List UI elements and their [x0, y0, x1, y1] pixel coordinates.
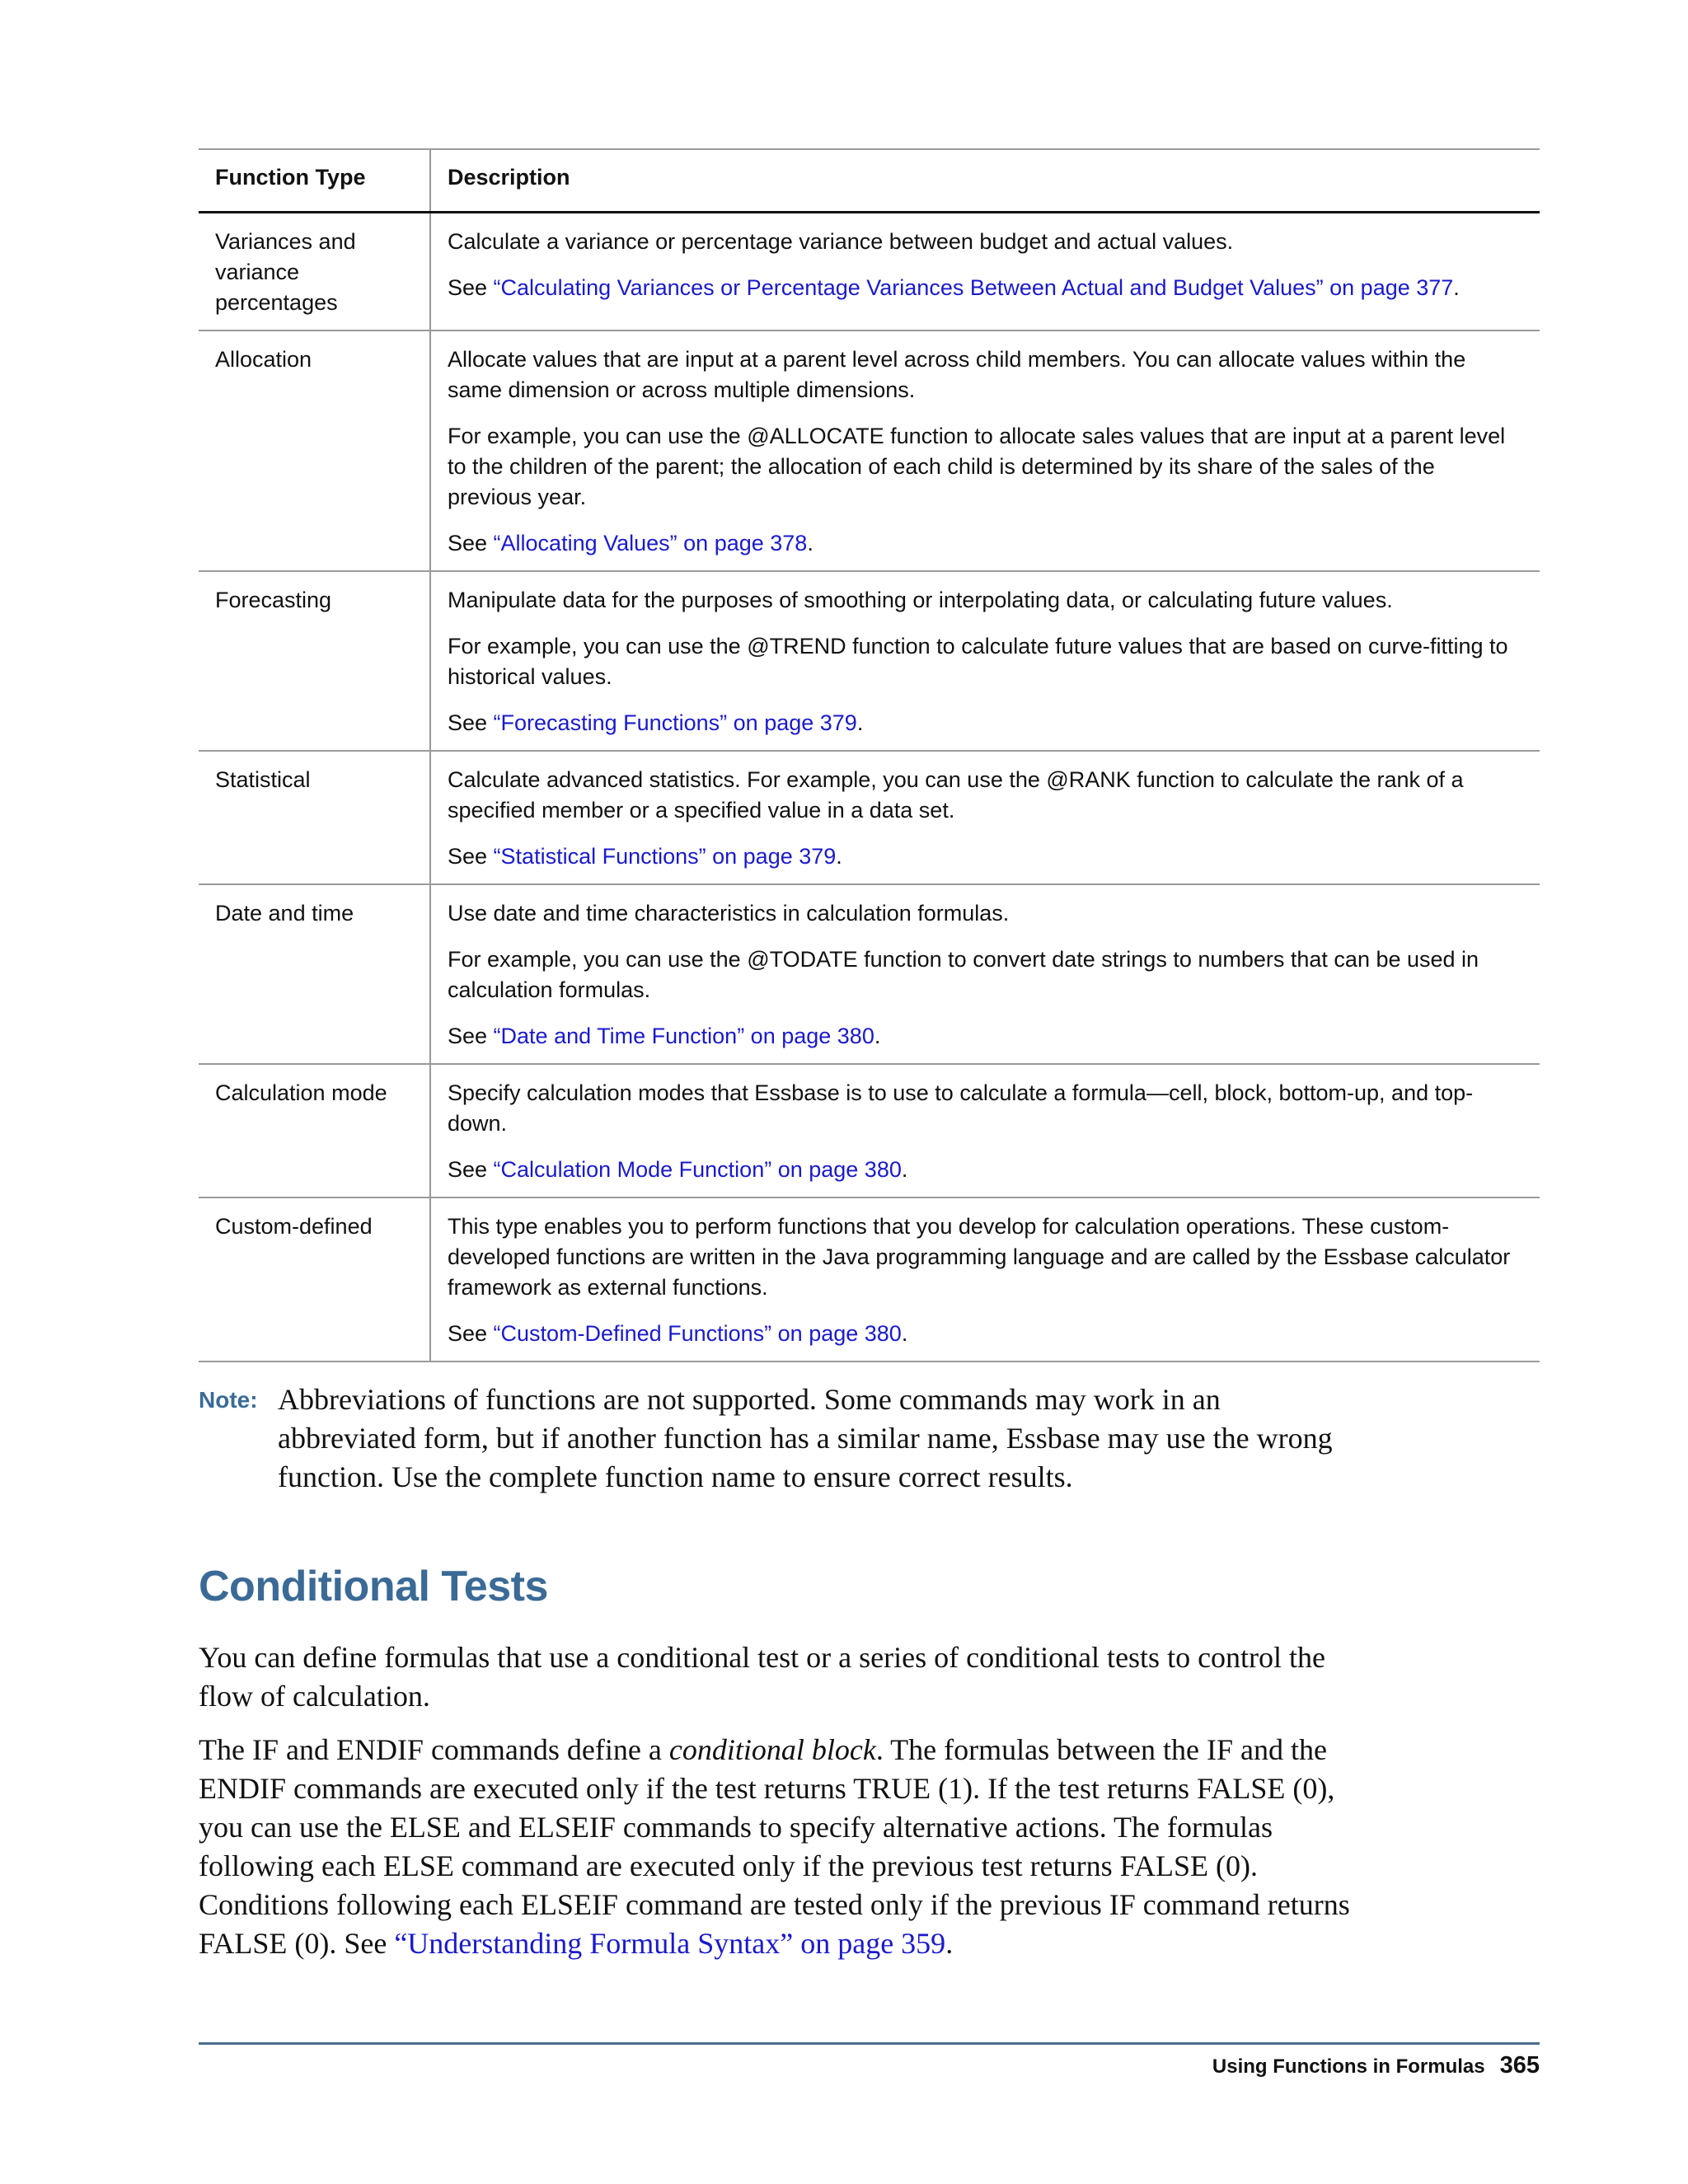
- function-types-table: [199, 148, 1540, 1362]
- note-label: Note:: [199, 1387, 258, 1413]
- column-header-description: Description: [430, 149, 1540, 213]
- table-row: [199, 751, 1540, 884]
- description-cell: [430, 1064, 1540, 1197]
- cross-reference-link[interactable]: “Calculating Variances or Percentage Variances Between Actual and Budget Values” on page 377: [493, 275, 1454, 300]
- see-prefix: See: [448, 1157, 494, 1182]
- function-type-cell: Custom-defined: [215, 1214, 373, 1239]
- body-paragraph: [199, 1731, 1353, 1963]
- see-suffix: .: [901, 1321, 908, 1346]
- description-cell: [430, 571, 1540, 751]
- function-type-cell: Forecasting: [215, 588, 332, 612]
- description-paragraph: Manipulate data for the purposes of smoothing or interpolating data, or calculating future values.: [448, 588, 1393, 612]
- see-prefix: See: [448, 275, 494, 300]
- table-row: [199, 884, 1540, 1064]
- see-suffix: .: [874, 1024, 881, 1048]
- description-paragraph: Calculate advanced statistics. For example, you can use the @RANK function to calculate the rank of a specified member or a specified value in a data set.: [448, 767, 1464, 823]
- table-header-row: [199, 149, 1540, 213]
- description-paragraph: Calculate a variance or percentage variance between budget and actual values.: [448, 229, 1234, 254]
- see-also-line: [448, 528, 1523, 559]
- see-suffix: .: [1453, 275, 1460, 300]
- see-suffix: .: [856, 710, 864, 735]
- see-also-line: [448, 1155, 1523, 1185]
- see-also-line: [448, 841, 1523, 872]
- see-prefix: See: [448, 710, 494, 735]
- description-paragraph: Use date and time characteristics in calculation formulas.: [448, 901, 1010, 926]
- function-type-cell: Allocation: [215, 347, 312, 372]
- see-prefix: See: [448, 1024, 494, 1048]
- function-type-cell: Date and time: [215, 901, 354, 926]
- emphasis-text: conditional block: [668, 1733, 876, 1766]
- see-also-line: [448, 1319, 1523, 1349]
- function-type-cell: Variances and variance percentages: [215, 229, 356, 315]
- cross-reference-link[interactable]: “Allocating Values” on page 378: [493, 531, 808, 555]
- description-paragraph: This type enables you to perform functions that you develop for calculation operations. These custom-developed functions are written in the Java programming language and are called by the Essbase calculator framework as external functions.: [448, 1214, 1511, 1300]
- see-suffix: .: [901, 1157, 908, 1182]
- note-text: Abbreviations of functions are not supported. Some commands may work in an abbreviated form, but if another function has a similar name, Essbase may use the wrong function. Use the complete function name to ensure correct results.: [278, 1383, 1333, 1493]
- see-also-line: [448, 273, 1523, 303]
- description-paragraph: For example, you can use the @TREND function to calculate future values that are based on curve-fitting to historical values.: [448, 634, 1508, 689]
- cross-reference-link[interactable]: “Calculation Mode Function” on page 380: [493, 1157, 902, 1182]
- see-suffix: .: [836, 844, 842, 869]
- description-cell: [430, 1197, 1540, 1361]
- description-cell: [430, 751, 1540, 884]
- description-cell: [430, 330, 1540, 571]
- description-paragraph: Allocate values that are input at a parent level across child members. You can allocate values within the same dimension or across multiple dimensions.: [448, 347, 1466, 402]
- cross-reference-link[interactable]: “Forecasting Functions” on page 379: [493, 710, 857, 735]
- paragraph-text: . The formulas between the IF and the ENDIF commands are executed only if the test returns TRUE (1). If the test returns FALSE (0), you can use the ELSE and ELSEIF commands to specify alternative actions. The formulas following each ELSE command are executed only if the previous test returns FALSE (0). Conditions following each ELSEIF command are tested only if the previous IF command returns FALSE (0). See: [199, 1733, 1350, 1960]
- note-block: [199, 1380, 1353, 1497]
- description-paragraph: Specify calculation modes that Essbase is to use to calculate a formula—cell, block, bottom-up, and top-down.: [448, 1080, 1474, 1136]
- table-row: [199, 330, 1540, 571]
- paragraph-text: The IF and ENDIF commands define a: [199, 1733, 669, 1766]
- paragraph-text: .: [945, 1927, 954, 1960]
- footer-rule: [199, 2042, 1540, 2045]
- body-paragraph: You can define formulas that use a conditional test or a series of conditional tests to control the flow of calculation.: [199, 1641, 1326, 1713]
- table-row: [199, 213, 1540, 331]
- see-also-line: [448, 1021, 1523, 1052]
- table-body: [199, 213, 1540, 1362]
- table-row: [199, 1064, 1540, 1197]
- description-paragraph: For example, you can use the @TODATE function to convert date strings to numbers that can be used in calculation formulas.: [448, 947, 1479, 1002]
- page-footer: [1212, 2052, 1540, 2079]
- page-number: 365: [1499, 2052, 1540, 2079]
- description-cell: [430, 884, 1540, 1064]
- cross-reference-link[interactable]: “Custom-Defined Functions” on page 380: [493, 1321, 902, 1346]
- table-row: [199, 571, 1540, 751]
- cross-reference-link[interactable]: “Understanding Formula Syntax” on page 359: [394, 1927, 946, 1960]
- see-prefix: See: [448, 844, 494, 869]
- function-type-cell: Statistical: [215, 767, 311, 792]
- see-also-line: [448, 708, 1523, 738]
- description-cell: [430, 213, 1540, 331]
- table-row: [199, 1197, 1540, 1361]
- column-header-function-type: Function Type: [215, 165, 366, 190]
- cross-reference-link[interactable]: “Statistical Functions” on page 379: [493, 844, 837, 869]
- cross-reference-link[interactable]: “Date and Time Function” on page 380: [493, 1024, 874, 1048]
- footer-title: Using Functions in Formulas: [1212, 2055, 1485, 2078]
- description-paragraph: For example, you can use the @ALLOCATE function to allocate sales values that are input at a parent level to the children of the parent; the allocation of each child is determined by its share of the sales of the previous year.: [448, 424, 1506, 509]
- see-suffix: .: [807, 531, 814, 555]
- function-type-cell: Calculation mode: [215, 1080, 387, 1105]
- section-heading: Conditional Tests: [199, 1563, 548, 1610]
- see-prefix: See: [448, 531, 494, 555]
- see-prefix: See: [448, 1321, 494, 1346]
